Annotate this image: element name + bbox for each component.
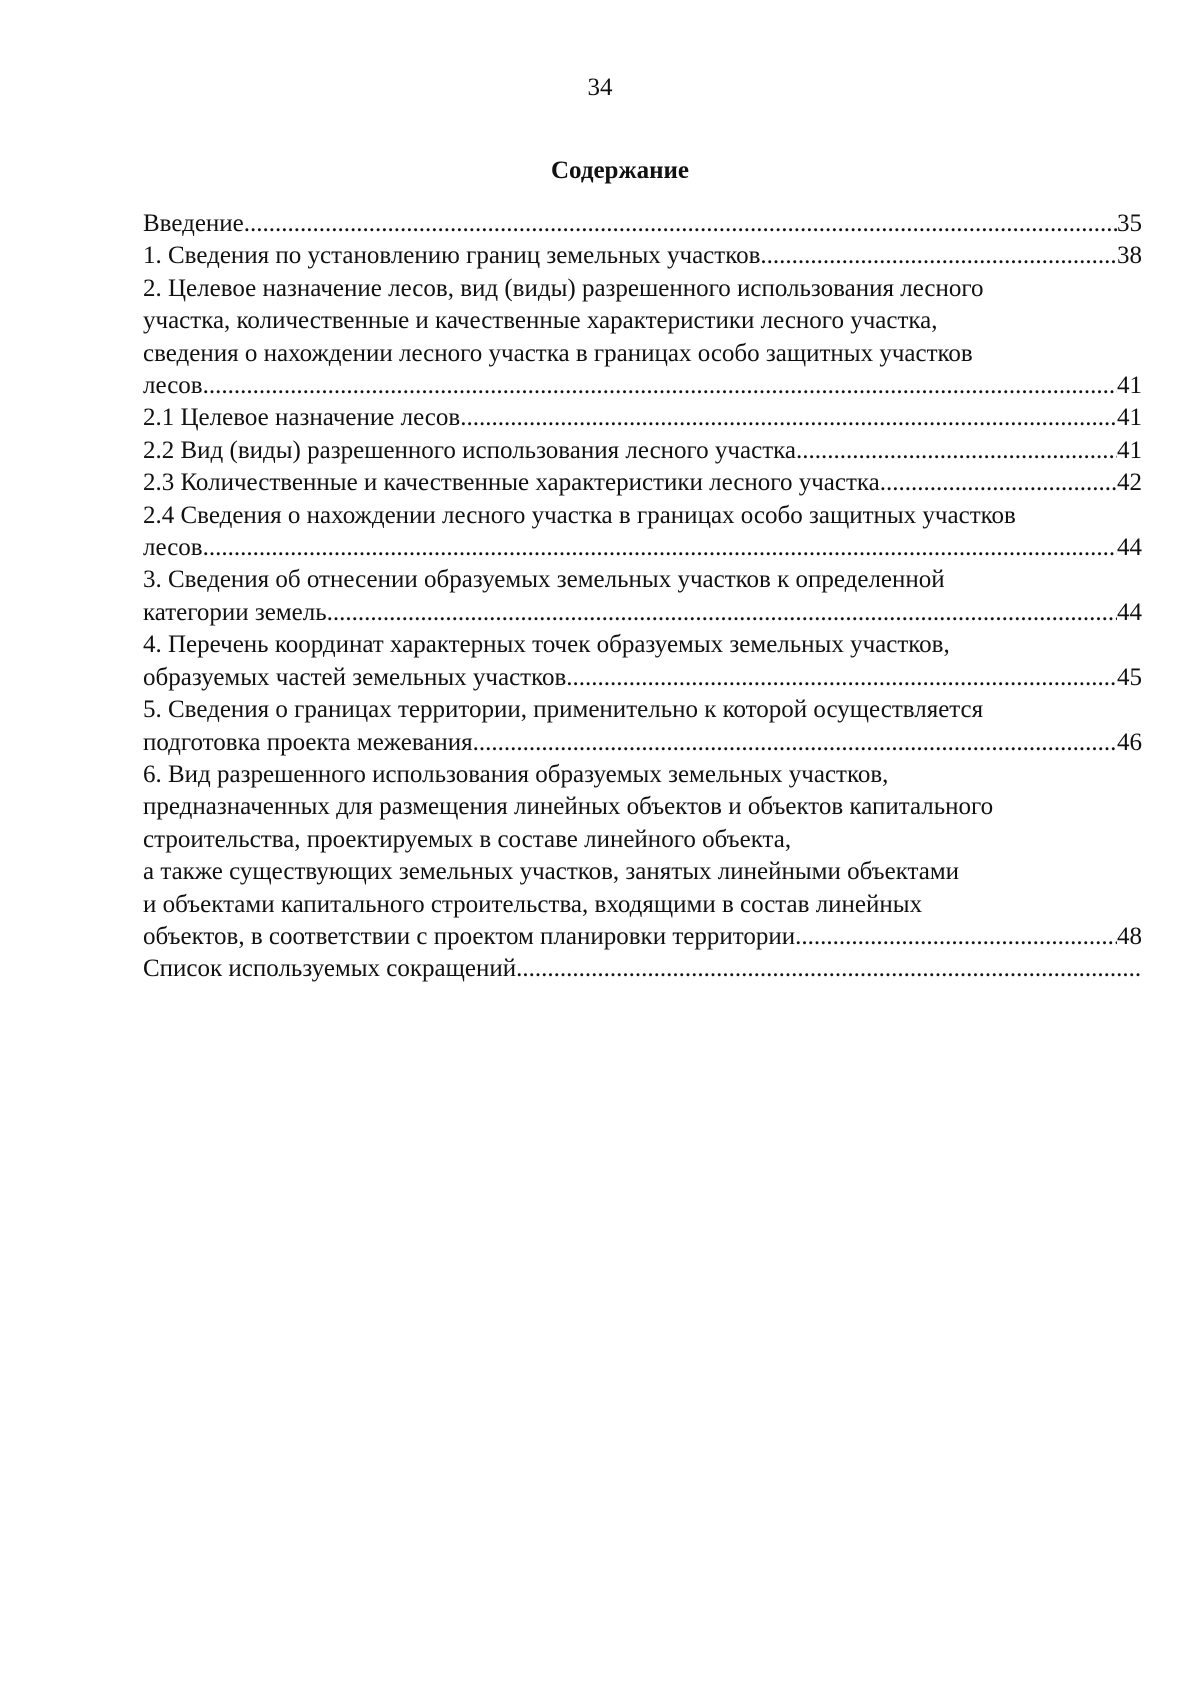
toc-entry-text: Список используемых сокращений <box>143 955 517 983</box>
toc-entry[interactable] <box>143 953 1142 985</box>
toc-entry-text: 2.1 Целевое назначение лесов <box>143 404 461 432</box>
toc-entry-last-line <box>143 532 1142 564</box>
toc-page-number: 42 <box>1117 469 1142 497</box>
toc-entry-text: лесов <box>143 534 203 562</box>
dot-leader <box>796 435 1117 467</box>
toc-entry-line: сведения о нахождении лесного участка в границах особо защитных участков <box>143 339 973 367</box>
toc-entry-line: 6. Вид разрешенного использования образуемых земельных участков, <box>143 760 889 788</box>
toc-entry-line: предназначенных для размещения линейных объектов и объектов капитального <box>143 793 994 821</box>
dot-leader <box>460 402 1117 434</box>
toc-entry-text: 2.3 Количественные и качественные характеристики лесного участка <box>143 469 880 497</box>
dot-leader <box>203 370 1117 402</box>
toc-title: Содержание <box>550 157 689 184</box>
dot-leader <box>880 467 1117 499</box>
toc-entry-line: и объектами капитального строительства, входящими в состав линейных <box>143 890 923 918</box>
toc-entry-last-line <box>143 727 1142 759</box>
toc-page-number: 41 <box>1117 404 1142 432</box>
dot-leader <box>566 662 1117 694</box>
toc-entry-text: лесов <box>143 372 203 400</box>
toc-entry[interactable] <box>143 759 1142 953</box>
toc-page-number: 45 <box>1117 663 1142 691</box>
toc-entry-last-line <box>143 370 1142 402</box>
toc-entry-text: образуемых частей земельных участков <box>143 663 567 691</box>
toc-entry[interactable] <box>143 694 1142 759</box>
toc-entry[interactable] <box>143 564 1142 629</box>
toc-entry[interactable] <box>143 629 1142 694</box>
toc-entry-text: объектов, в соответствии с проектом планировки территории <box>143 922 796 950</box>
toc-entry[interactable] <box>143 273 1142 403</box>
toc-entry-text: 2.2 Вид (виды) разрешенного использования лесного участка <box>143 436 796 464</box>
table-of-contents <box>143 208 1142 986</box>
dot-leader <box>203 532 1117 564</box>
toc-entry-line: 3. Сведения об отнесении образуемых земельных участков к определенной <box>143 566 945 594</box>
toc-page-number: 41 <box>1117 372 1142 400</box>
toc-entry-text: категории земель <box>143 598 327 626</box>
toc-entry[interactable] <box>143 435 1142 467</box>
toc-page-number: 35 <box>1117 210 1142 237</box>
toc-entry[interactable] <box>143 467 1142 499</box>
dot-leader <box>327 597 1117 629</box>
toc-entry[interactable] <box>143 240 1142 272</box>
toc-entry-last-line <box>143 208 1142 240</box>
dot-leader <box>244 208 1117 240</box>
toc-entry-last-line <box>143 435 1142 467</box>
toc-page-number: 48 <box>1117 922 1142 950</box>
toc-entry-last-line <box>143 402 1142 434</box>
toc-entry-line: строительства, проектируемых в составе линейного объекта, <box>143 825 792 853</box>
dot-leader <box>516 953 1142 985</box>
toc-entry-text: подготовка проекта межевания <box>143 728 473 756</box>
toc-entry[interactable] <box>143 208 1142 240</box>
toc-entry-line: 5. Сведения о границах территории, применительно к которой осуществляется <box>143 696 984 724</box>
toc-entry-text: Введение <box>143 210 244 237</box>
page-number: 34 <box>587 74 613 101</box>
toc-entry-text: 1. Сведения по установлению границ земельных участков <box>143 242 761 270</box>
toc-page-number: 38 <box>1117 242 1142 270</box>
dot-leader <box>795 921 1117 953</box>
toc-entry-last-line <box>143 240 1142 272</box>
toc-page-number: 44 <box>1117 598 1142 626</box>
dot-leader <box>473 727 1117 759</box>
toc-entry-line: 2. Целевое назначение лесов, вид (виды) разрешенного использования лесного <box>143 274 984 302</box>
toc-entry-line: 2.4 Сведения о нахождении лесного участка в границах особо защитных участков <box>143 501 1016 529</box>
toc-entry[interactable] <box>143 500 1142 565</box>
toc-page-number: 41 <box>1117 436 1142 464</box>
toc-entry-line: участка, количественные и качественные характеристики лесного участка, <box>143 307 938 335</box>
toc-entry[interactable] <box>143 402 1142 434</box>
toc-entry-last-line <box>143 662 1142 694</box>
dot-leader <box>760 240 1117 272</box>
toc-page-number: 44 <box>1117 534 1142 562</box>
toc-entry-last-line <box>143 597 1142 629</box>
toc-entry-last-line <box>143 921 1142 953</box>
toc-entry-line: 4. Перечень координат характерных точек образуемых земельных участков, <box>143 631 950 659</box>
toc-entry-last-line <box>143 467 1142 499</box>
toc-entry-line: а также существующих земельных участков, занятых линейными объектами <box>143 858 960 886</box>
toc-entry-last-line <box>143 953 1142 985</box>
toc-page-number: 46 <box>1117 728 1142 756</box>
